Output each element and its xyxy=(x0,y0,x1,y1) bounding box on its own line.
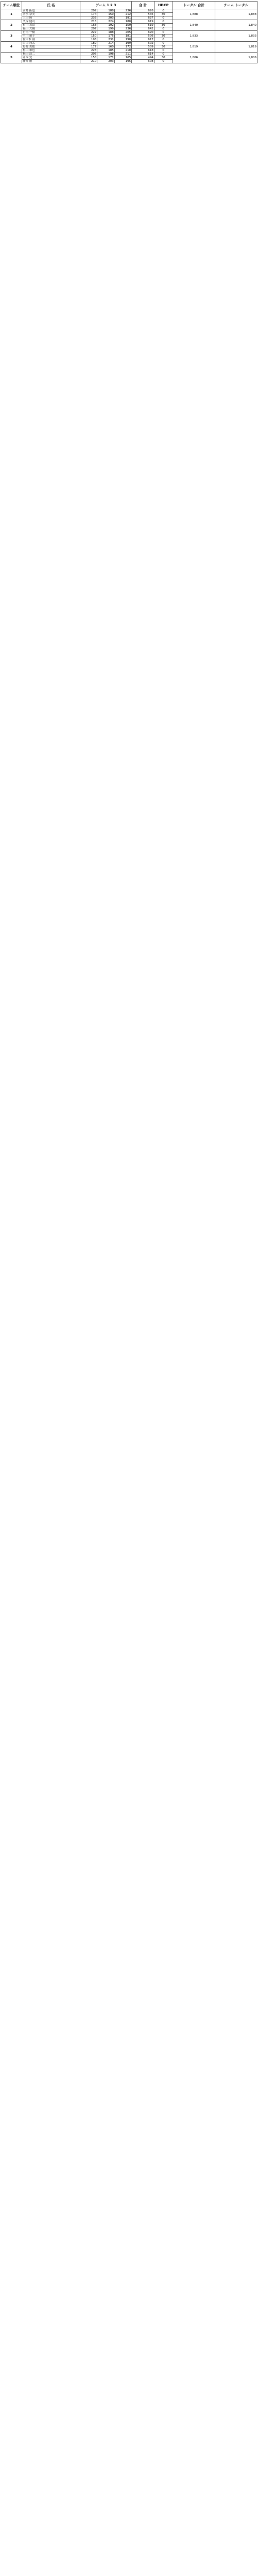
player-name: 岡本 愛 xyxy=(22,56,80,60)
player-total: 618 xyxy=(132,49,154,53)
header-team-total: トータル 合計 xyxy=(173,2,215,9)
team-score: 1,888 xyxy=(215,9,257,20)
player-hdcp: 0 xyxy=(154,20,173,24)
team-total: 1,833 xyxy=(173,31,215,42)
game-score: 214 xyxy=(97,42,114,45)
game-score: 223 xyxy=(80,49,97,53)
player-hdcp: 0 xyxy=(154,42,173,45)
game-score: 159 xyxy=(114,24,131,27)
game-score: 189 xyxy=(80,42,97,45)
player-total: 545 xyxy=(132,13,154,16)
team-total: 1,819 xyxy=(173,42,215,53)
player-hdcp: 30 xyxy=(154,35,173,38)
game-score: 172 xyxy=(114,45,131,49)
player-total: 619 xyxy=(132,20,154,24)
player-hdcp: 30 xyxy=(154,24,173,27)
game-score: 159 xyxy=(97,13,114,16)
member-row xyxy=(1,20,257,24)
player-hdcp: 30 xyxy=(154,56,173,60)
header-games: ゲーム 1 2 3 xyxy=(80,2,132,9)
team-rank: 4 xyxy=(1,42,22,53)
member-row xyxy=(1,9,257,13)
player-total: 626 xyxy=(132,9,154,13)
header-team-score: チーム トータル xyxy=(215,2,257,9)
game-score: 185 xyxy=(97,49,114,53)
header-hdcp: HDCP xyxy=(154,2,173,9)
results-body xyxy=(1,9,257,63)
game-score: 199 xyxy=(97,27,114,31)
team-score: 1,806 xyxy=(215,53,257,63)
game-score: 212 xyxy=(114,13,131,16)
game-score: 160 xyxy=(97,45,114,49)
player-total: 602 xyxy=(132,42,154,45)
game-score: 211 xyxy=(114,53,131,56)
game-score: 205 xyxy=(114,31,131,35)
game-score: 191 xyxy=(114,16,131,20)
player-name: 杉山 和也 xyxy=(22,49,80,53)
player-hdcp: 0 xyxy=(154,31,173,35)
game-score: 158 xyxy=(80,56,97,60)
player-name: 上田 隆 xyxy=(22,16,80,20)
player-name: 久保 健司 xyxy=(22,20,80,24)
member-row xyxy=(1,31,257,35)
header-row xyxy=(1,2,257,9)
player-total: 642 xyxy=(132,27,154,31)
game-score: 231 xyxy=(97,38,114,42)
team-rank: 1 xyxy=(1,9,22,20)
game-score: 233 xyxy=(80,16,97,20)
game-score: 188 xyxy=(97,9,114,13)
player-total: 620 xyxy=(132,31,154,35)
game-score: 195 xyxy=(114,60,131,63)
player-name: 中川 裕子 xyxy=(22,35,80,38)
game-score: 207 xyxy=(80,27,97,31)
header-rank: チーム順位 xyxy=(1,2,22,9)
team-score: 1,833 xyxy=(215,31,257,42)
team-total: 1,806 xyxy=(173,53,215,63)
game-score: 190 xyxy=(114,38,131,42)
team-total: 1,888 xyxy=(173,9,215,20)
game-score: 203 xyxy=(97,16,114,20)
game-score: 215 xyxy=(80,20,97,24)
game-score: 165 xyxy=(114,56,131,60)
player-hdcp: 0 xyxy=(154,27,173,31)
player-hdcp: 30 xyxy=(154,13,173,16)
header-name: 氏 名 xyxy=(22,2,80,9)
game-score: 174 xyxy=(80,13,97,16)
results-table xyxy=(1,1,257,63)
player-name: 前野 拓也 xyxy=(22,9,80,13)
player-total: 519 xyxy=(132,24,154,27)
player-total: 627 xyxy=(132,16,154,20)
game-score: 175 xyxy=(97,35,114,38)
player-hdcp: 0 xyxy=(154,16,173,20)
game-score: 150 xyxy=(80,35,97,38)
game-score: 210 xyxy=(80,60,97,63)
member-row xyxy=(1,42,257,45)
player-name: 竹内 一樹 xyxy=(22,31,80,35)
game-score: 196 xyxy=(80,38,97,42)
player-hdcp: 0 xyxy=(154,9,173,13)
player-name: 清水 奈美 xyxy=(22,13,80,16)
player-name: 藤井 剛 xyxy=(22,60,80,63)
player-total: 617 xyxy=(132,38,154,42)
player-total: 614 xyxy=(132,53,154,56)
player-name: 石川 真由 xyxy=(22,24,80,27)
player-name: 佐々木 誠 xyxy=(22,38,80,42)
team-rank: 5 xyxy=(1,53,22,63)
player-hdcp: 0 xyxy=(154,49,173,53)
game-score: 210 xyxy=(114,49,131,53)
player-hdcp: 30 xyxy=(154,45,173,49)
game-score: 168 xyxy=(80,24,97,27)
team-rank: 3 xyxy=(1,31,22,42)
game-score: 203 xyxy=(97,60,114,63)
game-score: 224 xyxy=(97,20,114,24)
player-hdcp: 0 xyxy=(154,60,173,63)
game-score: 202 xyxy=(80,9,97,13)
game-score: 236 xyxy=(114,9,131,13)
team-total: 1,840 xyxy=(173,20,215,31)
game-score: 188 xyxy=(97,31,114,35)
player-total: 608 xyxy=(132,60,154,63)
game-score: 177 xyxy=(80,45,97,49)
team-score: 1,840 xyxy=(215,20,257,31)
game-score: 192 xyxy=(97,24,114,27)
member-row xyxy=(1,53,257,56)
player-name: 野村 美穂 xyxy=(22,45,80,49)
game-score: 180 xyxy=(114,20,131,24)
game-score: 199 xyxy=(114,42,131,45)
game-score: 236 xyxy=(114,27,131,31)
player-total: 506 xyxy=(132,35,154,38)
game-score: 227 xyxy=(80,31,97,35)
team-score: 1,819 xyxy=(215,42,257,53)
player-hdcp: 0 xyxy=(154,53,173,56)
header-total: 合 計 xyxy=(132,2,154,9)
player-total: 494 xyxy=(132,56,154,60)
player-name: 松田 浩二 xyxy=(22,53,80,56)
game-score: 198 xyxy=(97,53,114,56)
player-hdcp: 0 xyxy=(154,38,173,42)
team-rank: 2 xyxy=(1,20,22,31)
player-name: 福田 大輔 xyxy=(22,27,80,31)
game-score: 171 xyxy=(97,56,114,60)
game-score: 205 xyxy=(80,53,97,56)
player-total: 509 xyxy=(132,45,154,49)
game-score: 181 xyxy=(114,35,131,38)
player-name: 山口 翔太 xyxy=(22,42,80,45)
